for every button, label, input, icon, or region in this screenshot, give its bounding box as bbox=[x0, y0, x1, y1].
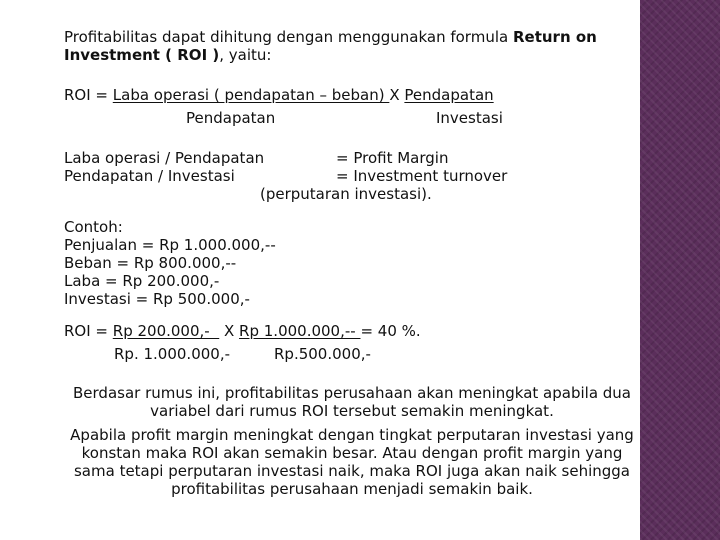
intro-line-1 bbox=[64, 28, 597, 46]
example-sales: Penjualan = Rp 1.000.000,-- bbox=[64, 236, 276, 254]
intro-text-end: , yaitu: bbox=[219, 46, 272, 64]
calc-denominator-2: Rp.500.000,- bbox=[274, 345, 371, 363]
example-title: Contoh: bbox=[64, 218, 123, 236]
formula-prefix: ROI = bbox=[64, 86, 113, 104]
example-investment: Investasi = Rp 500.000,- bbox=[64, 290, 250, 308]
ratio-2-right: = Investment turnover bbox=[336, 167, 508, 185]
formula-times: X bbox=[389, 86, 405, 104]
intro-text: Profitabilitas dapat dihitung dengan menggunakan formula bbox=[64, 28, 513, 46]
ratio-1-right: = Profit Margin bbox=[336, 149, 449, 167]
example-profit: Laba = Rp 200.000,- bbox=[64, 272, 220, 290]
formula-line bbox=[64, 86, 494, 104]
intro-line-2 bbox=[64, 46, 271, 64]
calc-prefix: ROI = bbox=[64, 322, 113, 340]
calc-numerator-2: Rp 1.000.000,-- bbox=[239, 322, 361, 340]
ratio-2-note: (perputaran investasi). bbox=[260, 185, 432, 203]
formula-numerator-2: Pendapatan bbox=[404, 86, 494, 104]
intro-bold-return-on: Return on bbox=[512, 28, 597, 46]
formula-denominator-1: Pendapatan bbox=[186, 109, 276, 127]
calc-times: X bbox=[219, 322, 240, 340]
formula-denominator-2: Investasi bbox=[436, 109, 503, 127]
conclusion-paragraph-2: Apabila profit margin meningkat dengan tingkat perputaran investasi yang konstan maka ROI akan semakin besar. Atau dengan profit margin yang sama tetapi perputaran investasi naik, maka ROI juga akan naik sehingga profitabilitas perusahaan menjadi semakin baik. bbox=[70, 426, 634, 498]
calc-numerator-1: Rp 200.000,- bbox=[112, 322, 220, 340]
ratio-1-left: Laba operasi / Pendapatan bbox=[64, 149, 265, 167]
calc-line bbox=[64, 322, 421, 340]
intro-bold-investment: Investment ( ROI ) bbox=[64, 46, 220, 64]
calc-result: = 40 %. bbox=[360, 322, 421, 340]
calc-denominator-1: Rp. 1.000.000,- bbox=[114, 345, 231, 363]
decorative-sidebar bbox=[640, 0, 720, 540]
formula-numerator-1: Laba operasi ( pendapatan – beban) bbox=[112, 86, 390, 104]
ratio-2-left: Pendapatan / Investasi bbox=[64, 167, 235, 185]
example-cost: Beban = Rp 800.000,-- bbox=[64, 254, 237, 272]
conclusion-paragraph-1: Berdasar rumus ini, profitabilitas perusahaan akan meningkat apabila dua variabel dari rumus ROI tersebut semakin meningkat. bbox=[73, 384, 631, 420]
